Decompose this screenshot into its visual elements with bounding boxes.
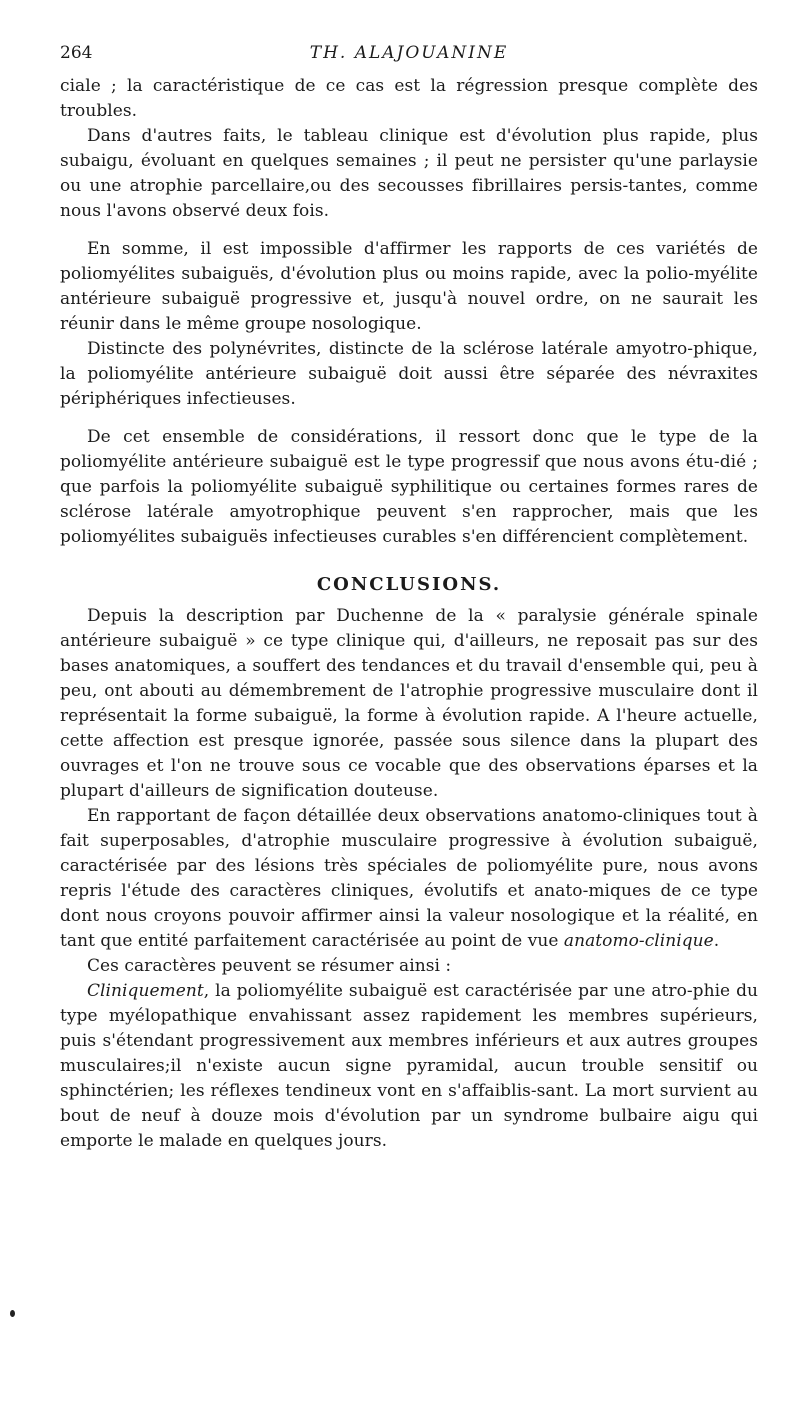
paragraph-clinical — [60, 979, 758, 1154]
observations-text: En rapportant de façon détaillée deux observations anatomo-cliniques tout à fait superposables, d'atrophie musculaire progressive à évolution subaiguë, caractérisée par des lésions très spéciales de poliomyélite pure, nous avons repris l'étude des caractères cliniques, évolutifs et anato-miques de ce type dont nous croyons pouvoir affirmer ainsi la valeur nosologique et la réalité, en tant que entité parfaitement caractérisée au point de vue — [60, 806, 758, 951]
clinical-text: , la poliomyélite subaiguë est caractérisée par une atro-phie du type myélopathique envahissant assez rapidement les membres supérieurs, puis s'étendant progressivement aux membres inférieurs et aux autres groupes musculaires;il n'existe aucun signe pyramidal, aucun trouble sensitif ou sphinctérien; les réflexes tendineux vont en s'affaiblis-sant. La mort survient au bout de neuf à douze mois d'évolution par un syndrome bulbaire aigu qui emporte le malade en quelques jours. — [60, 981, 758, 1151]
margin-mark — [10, 1310, 15, 1317]
observations-period: . — [713, 931, 720, 951]
body-text — [60, 74, 758, 1154]
cliniquement-italic: Cliniquement — [87, 981, 204, 1001]
paragraph-summary: De cet ensemble de considérations, il ressort donc que le type de la poliomyélite antérieure subaiguë est le type progressif que nous avons étu-dié ; que parfois la poliomyélite subaiguë syphilitique ou certaines formes rares de sclérose latérale amyotrophique peuvent s'en rapprocher, mais que les poliomyélites subaiguës infectieuses curables s'en différencient complètement. — [60, 427, 758, 547]
anatomo-clinique-italic: anatomo-clinique — [563, 931, 714, 951]
paragraph-duchenne: Depuis la description par Duchenne de la « paralysie générale spinale antérieure subaiguë » ce type clinique qui, d'ailleurs, ne reposait pas sur des bases anatomiques, a souffert des tendances et du travail d'ensemble qui, peu à peu, ont abouti au démembrement de l'atrophie progressive musculaire dont il représentait la forme subaiguë, la forme à évolution rapide. A l'heure actuelle, cette affection est presque ignorée, passée sous silence dans la plupart des ouvrages et l'on ne trouve sous ce vocable que des observations éparses et la plupart d'ailleurs de signification douteuse. — [60, 606, 758, 801]
paragraph-continuation: ciale ; la caractéristique de ce cas est la régression presque complète des troubles. — [60, 76, 758, 121]
paragraph-resume: Ces caractères peuvent se résumer ainsi : — [87, 956, 452, 976]
paragraph-impossibility: En somme, il est impossible d'affirmer les rapports de ces variétés de poliomyélites subaiguës, d'évolution plus ou moins rapide, avec la polio-myélite antérieure subaiguë progressive et, jusqu'à nouvel ordre, on ne saurait les réunir dans le même groupe nosologique. — [60, 239, 758, 334]
paragraph-observations — [60, 804, 758, 954]
running-head — [60, 38, 758, 68]
paragraph-rapid-evolution: Dans d'autres faits, le tableau clinique est d'évolution plus rapide, plus subaigu, évoluant en quelques semaines ; il peut ne persister qu'une parlaysie ou une atrophie parcellaire,ou des secousses fibrillaires persis-tantes, comme nous l'avons observé deux fois. — [60, 126, 758, 221]
paragraph-distinction: Distincte des polynévrites, distincte de la sclérose latérale amyotro-phique, la poliomyélite antérieure subaiguë doit aussi être séparée des névraxites périphériques infectieuses. — [60, 339, 758, 409]
running-title: TH. ALAJOUANINE — [309, 43, 509, 63]
section-heading-conclusions: CONCLUSIONS. — [316, 574, 502, 595]
page-number: 264 — [60, 43, 93, 63]
book-page — [60, 38, 758, 1154]
